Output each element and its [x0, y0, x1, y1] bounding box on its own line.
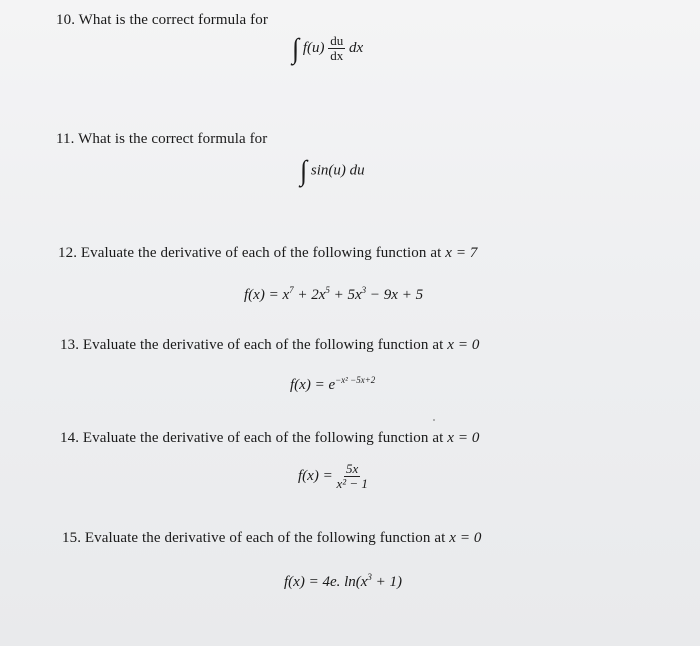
- question-number: 14.: [60, 430, 80, 446]
- fraction: [336, 462, 367, 491]
- question-text: What is the correct formula for: [78, 12, 268, 28]
- evaluation-point: x = 0: [447, 337, 480, 353]
- speck: [433, 419, 435, 421]
- formula-lhs: f(x) = 4e. ln(x: [284, 574, 368, 590]
- fraction-numerator: 5x: [346, 461, 359, 476]
- formula-q11: [300, 154, 365, 187]
- integral-sign: ∫: [300, 154, 308, 187]
- integrand: sin(u) du: [310, 162, 365, 179]
- question-number: 10.: [56, 12, 76, 28]
- term: + 5x: [329, 287, 362, 303]
- formula-q15: [284, 572, 402, 591]
- question-15: [62, 530, 482, 547]
- question-text: Evaluate the derivative of each of the following function at: [82, 430, 444, 446]
- formula-q13: [290, 375, 375, 394]
- question-text: What is the correct formula for: [78, 131, 268, 147]
- question-number: 13.: [60, 337, 80, 353]
- integrand: f(u): [302, 39, 325, 56]
- term: − 9x + 5: [366, 287, 424, 303]
- exponent: −x² −5x+2: [335, 375, 376, 385]
- question-text: Evaluate the derivative of each of the following function at: [82, 337, 444, 353]
- question-13: [60, 337, 480, 354]
- question-14: [60, 430, 480, 447]
- term: + 2x: [293, 287, 326, 303]
- formula-q14: [298, 462, 368, 491]
- formula-q12: [244, 285, 423, 304]
- term: x: [282, 287, 290, 303]
- formula-rhs: + 1): [371, 574, 403, 590]
- formula-lhs: f(x) =: [244, 287, 279, 303]
- question-number: 15.: [62, 530, 82, 546]
- fraction-denominator: x² − 1: [336, 476, 368, 491]
- fraction-numerator: du: [330, 33, 344, 48]
- question-11: [56, 131, 267, 148]
- evaluation-point: x = 0: [449, 530, 482, 546]
- formula-lhs: f(x) = e: [290, 377, 336, 393]
- exponent: 3: [367, 572, 372, 582]
- differential: dx: [349, 39, 364, 56]
- exponent: 3: [361, 285, 367, 295]
- question-number: 11.: [56, 131, 75, 147]
- formula-lhs: f(x) =: [298, 467, 333, 484]
- evaluation-point: x = 7: [445, 245, 478, 261]
- question-number: 12.: [58, 245, 78, 261]
- exponent: 7: [289, 285, 294, 295]
- fraction-denominator: dx: [330, 48, 344, 63]
- question-10: [56, 12, 268, 29]
- evaluation-point: x = 0: [447, 430, 480, 446]
- integral-sign: ∫: [292, 32, 300, 64]
- formula-q10: [292, 34, 363, 63]
- derivative-fraction: [328, 34, 345, 63]
- question-text: Evaluate the derivative of each of the following function at: [84, 530, 446, 546]
- question-text: Evaluate the derivative of each of the following function at: [80, 245, 442, 261]
- exponent: 5: [325, 285, 330, 295]
- question-12: [58, 245, 478, 262]
